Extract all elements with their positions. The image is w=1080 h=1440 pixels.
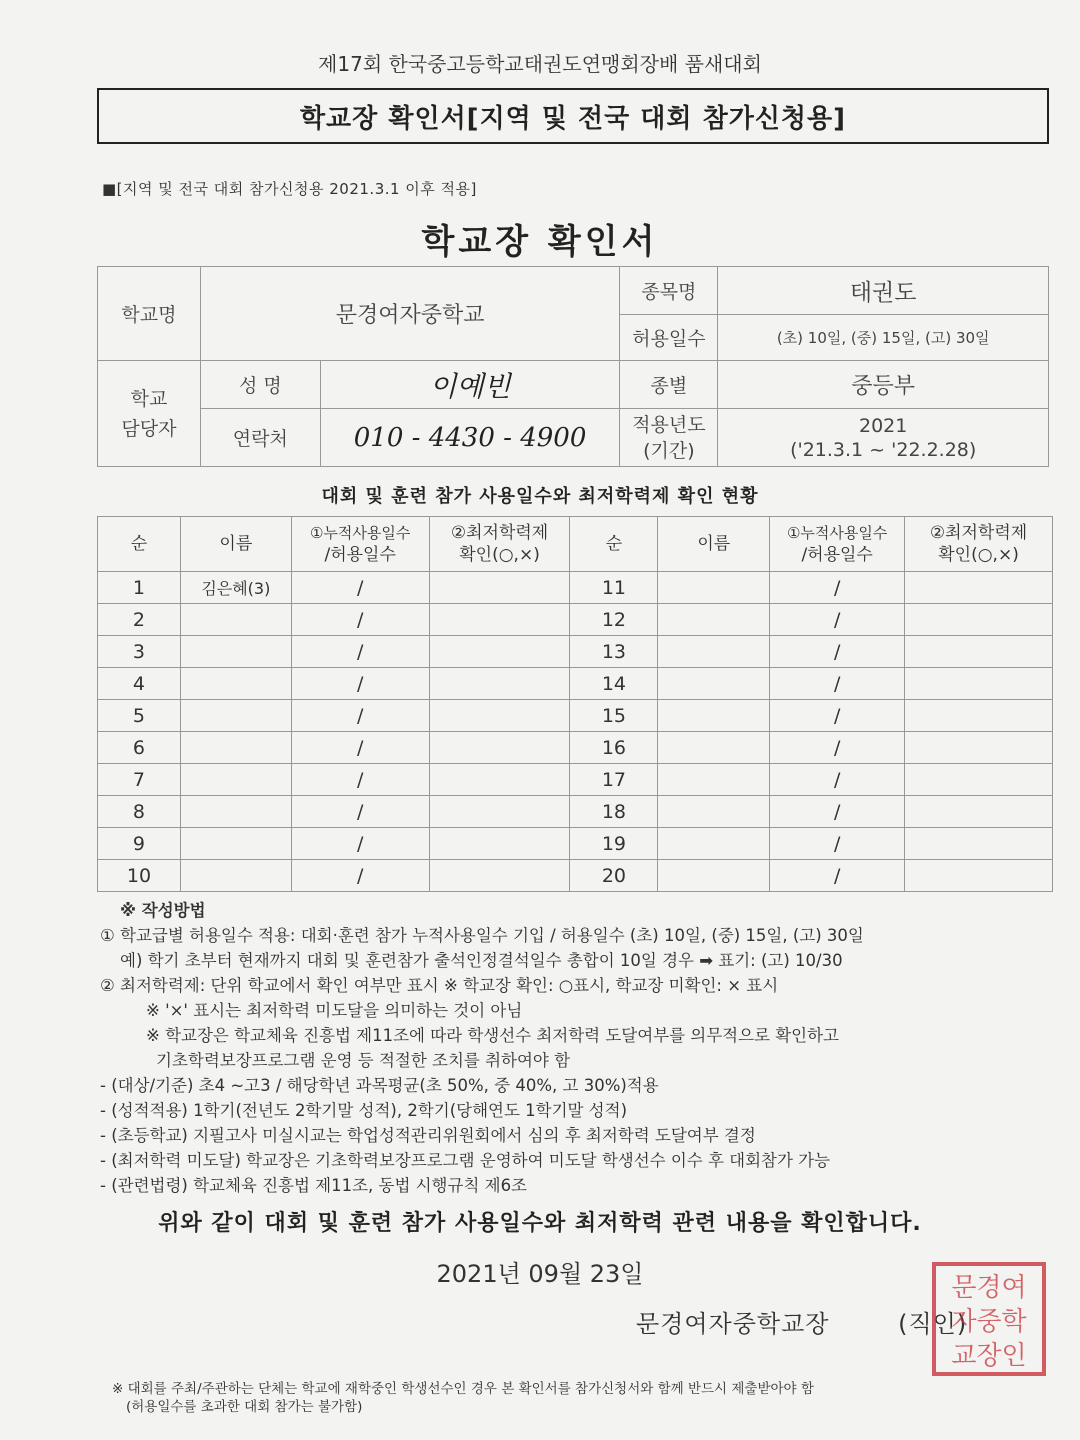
row-no: 7 [98, 764, 181, 796]
sport-value: 태권도 [718, 267, 1049, 315]
instructions [100, 898, 1060, 1198]
row-check [429, 572, 570, 604]
col-check-right [905, 517, 1053, 572]
row-days-right: / [770, 860, 905, 892]
row-days-right: / [770, 604, 905, 636]
applicability-note: ■[지역 및 전국 대회 참가신청용 2021.3.1 이후 적용] [102, 180, 477, 198]
row-days-right: / [770, 732, 905, 764]
row-no: 9 [98, 828, 181, 860]
table-row [98, 636, 1053, 668]
row-name-right [658, 796, 770, 828]
row-check-right [905, 796, 1053, 828]
row-name: 김은혜(3) [180, 572, 291, 604]
row-no-right: 18 [570, 796, 658, 828]
table-row [98, 668, 1053, 700]
col-no-right: 순 [570, 517, 658, 572]
instructions-heading: ※ 작성방법 [120, 901, 206, 920]
row-days: / [291, 668, 429, 700]
row-check [429, 700, 570, 732]
row-days: / [291, 828, 429, 860]
row-name [180, 828, 291, 860]
instruction-line: - (성적적용) 1학기(전년도 2학기말 성적), 2학기(당해연도 1학기말 성적) [100, 1101, 628, 1120]
row-name-right [658, 860, 770, 892]
row-days-right: / [770, 636, 905, 668]
row-no-right: 13 [570, 636, 658, 668]
form-title: 학교장 확인서[지역 및 전국 대회 참가신청용] [97, 88, 1049, 144]
table-row [98, 572, 1053, 604]
row-days-right: / [770, 796, 905, 828]
col-check-right-line1: ②최저학력제 [929, 523, 1028, 543]
row-name-right [658, 700, 770, 732]
row-no: 1 [98, 572, 181, 604]
col-days-right-line1: ①누적사용일수 [786, 524, 888, 542]
row-check [429, 764, 570, 796]
table-row [98, 732, 1053, 764]
row-days: / [291, 636, 429, 668]
instruction-line: ※ '×' 표시는 최저학력 미도달을 의미하는 것이 아님 [146, 1001, 523, 1020]
row-check-right [905, 828, 1053, 860]
row-days-right: / [770, 700, 905, 732]
row-check [429, 668, 570, 700]
row-check [429, 732, 570, 764]
allowed-days-label: 허용일수 [620, 315, 718, 361]
instruction-line: ② 최저학력제: 단위 학교에서 확인 여부만 표시 ※ 학교장 확인: ○표시, 학교장 미확인: × 표시 [100, 976, 779, 995]
period-range: ('21.3.1 ~ '22.2.28) [790, 438, 977, 461]
table-row [98, 764, 1053, 796]
row-name [180, 604, 291, 636]
usage-table [97, 516, 1053, 892]
col-days-line1: ①누적사용일수 [310, 524, 411, 542]
col-days-line2: /허용일수 [324, 545, 396, 565]
table-row [98, 860, 1053, 892]
row-name-right [658, 828, 770, 860]
instruction-line: - (대상/기준) 초4 ~고3 / 해당학년 과목평균(초 50%, 중 40%, 고 30%)적용 [100, 1076, 659, 1095]
row-days: / [291, 860, 429, 892]
row-days: / [291, 604, 429, 636]
row-name [180, 732, 291, 764]
row-check-right [905, 668, 1053, 700]
col-name: 이름 [180, 517, 291, 572]
contact-label: 연락처 [200, 409, 320, 467]
row-no: 10 [98, 860, 181, 892]
row-days: / [291, 764, 429, 796]
row-check [429, 796, 570, 828]
usage-table-header [98, 517, 1053, 572]
col-check-right-line2: 확인(○,×) [938, 545, 1019, 565]
manager-label [98, 361, 201, 467]
row-check-right [905, 700, 1053, 732]
row-check-right [905, 604, 1053, 636]
category-value: 중등부 [718, 361, 1049, 409]
instruction-line: - (관련법령) 학교체육 진흥법 제11조, 동법 시행규칙 제6조 [100, 1176, 527, 1195]
row-no: 4 [98, 668, 181, 700]
row-days-right: / [770, 764, 905, 796]
instruction-line: 기초학력보장프로그램 운영 등 적절한 조치를 취하여야 함 [156, 1051, 571, 1070]
school-value: 문경여자중학교 [200, 267, 619, 361]
col-check-line2: 확인(○,×) [459, 545, 540, 565]
row-name-right [658, 572, 770, 604]
issue-date: 2021년 09월 23일 [436, 1260, 644, 1288]
table-row [98, 604, 1053, 636]
row-name [180, 860, 291, 892]
period-label [620, 409, 718, 467]
info-table [97, 266, 1049, 467]
instruction-line: 예) 학기 초부터 현재까지 대회 및 훈련참가 출석인정결석일수 총합이 10일 경우 ➡ 표기: (고) 10/30 [120, 951, 843, 970]
school-label: 학교명 [98, 267, 201, 361]
row-name [180, 764, 291, 796]
row-no-right: 14 [570, 668, 658, 700]
row-no: 6 [98, 732, 181, 764]
row-name-right [658, 604, 770, 636]
footnote-line: ※ 대회를 주최/주관하는 단체는 학교에 재학중인 학생선수인 경우 본 확인서를 참가신청서와 함께 반드시 제출받아야 함 [112, 1381, 814, 1397]
instruction-line: - (초등학교) 지필고사 미실시교는 학업성적관리위원회에서 심의 후 최저학력 도달여부 결정 [100, 1126, 756, 1145]
row-check-right [905, 860, 1053, 892]
row-no-right: 19 [570, 828, 658, 860]
row-days: / [291, 572, 429, 604]
name-value: 이예빈 [320, 361, 620, 409]
event-name: 제17회 한국중고등학교태권도연맹회장배 품새대회 [318, 52, 762, 76]
row-no: 8 [98, 796, 181, 828]
period-year: 2021 [859, 414, 908, 437]
row-days-right: / [770, 668, 905, 700]
principal-signature-line [636, 1304, 967, 1339]
official-seal-icon [930, 1260, 1048, 1378]
instruction-line: ① 학교급별 허용일수 적용: 대회·훈련 참가 누적사용일수 기입 / 허용일수 (초) 10일, (중) 15일, (고) 30일 [100, 926, 864, 945]
row-days: / [291, 732, 429, 764]
row-check [429, 828, 570, 860]
col-days-right-line2: /허용일수 [801, 545, 873, 565]
sport-label: 종목명 [620, 267, 718, 315]
col-days-right [770, 517, 905, 572]
row-name [180, 700, 291, 732]
row-check-right [905, 764, 1053, 796]
row-name-right [658, 764, 770, 796]
footnote [112, 1380, 1062, 1416]
seal-marker: (직인) [898, 1310, 968, 1338]
section-title: 대회 및 훈련 참가 사용일수와 최저학력제 확인 현황 [321, 486, 759, 507]
instruction-line: ※ 학교장은 학교체육 진흥법 제11조에 따라 학생선수 최저학력 도달여부를 의무적으로 확인하고 [146, 1026, 839, 1045]
col-check [429, 517, 570, 572]
col-no: 순 [98, 517, 181, 572]
table-row [98, 828, 1053, 860]
row-no-right: 15 [570, 700, 658, 732]
row-check [429, 860, 570, 892]
category-label: 종별 [620, 361, 718, 409]
row-days: / [291, 796, 429, 828]
row-no-right: 20 [570, 860, 658, 892]
contact-value: 010 - 4430 - 4900 [320, 409, 620, 467]
row-name [180, 668, 291, 700]
manager-label-text: 학교 담당자 [121, 387, 177, 440]
row-days: / [291, 700, 429, 732]
principal-title: 문경여자중학교장 [636, 1310, 830, 1338]
col-check-line1: ②최저학력제 [450, 523, 549, 543]
table-row [98, 796, 1053, 828]
row-no-right: 12 [570, 604, 658, 636]
row-no: 2 [98, 604, 181, 636]
seal-text-line: 교장인 [951, 1341, 1027, 1371]
row-name [180, 796, 291, 828]
certificate-title: 학교장 확인서 [421, 222, 659, 262]
row-check [429, 604, 570, 636]
row-no-right: 17 [570, 764, 658, 796]
col-name-right: 이름 [658, 517, 770, 572]
row-no: 3 [98, 636, 181, 668]
name-label: 성 명 [200, 361, 320, 409]
period-value [718, 409, 1049, 467]
confirmation-statement: 위와 같이 대회 및 훈련 참가 사용일수와 최저학력 관련 내용을 확인합니다. [158, 1211, 922, 1236]
col-days [291, 517, 429, 572]
row-no-right: 16 [570, 732, 658, 764]
row-name-right [658, 636, 770, 668]
row-name-right [658, 668, 770, 700]
row-check [429, 636, 570, 668]
period-label-text: 적용년도 (기간) [632, 413, 706, 462]
row-check-right [905, 732, 1053, 764]
seal-text-line: 문경여 [951, 1273, 1027, 1303]
row-no: 5 [98, 700, 181, 732]
row-name [180, 636, 291, 668]
row-days-right: / [770, 828, 905, 860]
table-row [98, 700, 1053, 732]
row-check-right [905, 572, 1053, 604]
footnote-line: (허용일수를 초과한 대회 참가는 불가함) [126, 1399, 363, 1415]
row-days-right: / [770, 572, 905, 604]
row-check-right [905, 636, 1053, 668]
allowed-days-value: (초) 10일, (중) 15일, (고) 30일 [718, 315, 1049, 361]
row-name-right [658, 732, 770, 764]
seal-text-line: 자중학 [951, 1307, 1027, 1337]
row-no-right: 11 [570, 572, 658, 604]
instruction-line: - (최저학력 미도달) 학교장은 기초학력보장프로그램 운영하여 미도달 학생선수 이수 후 대회참가 가능 [100, 1151, 831, 1170]
